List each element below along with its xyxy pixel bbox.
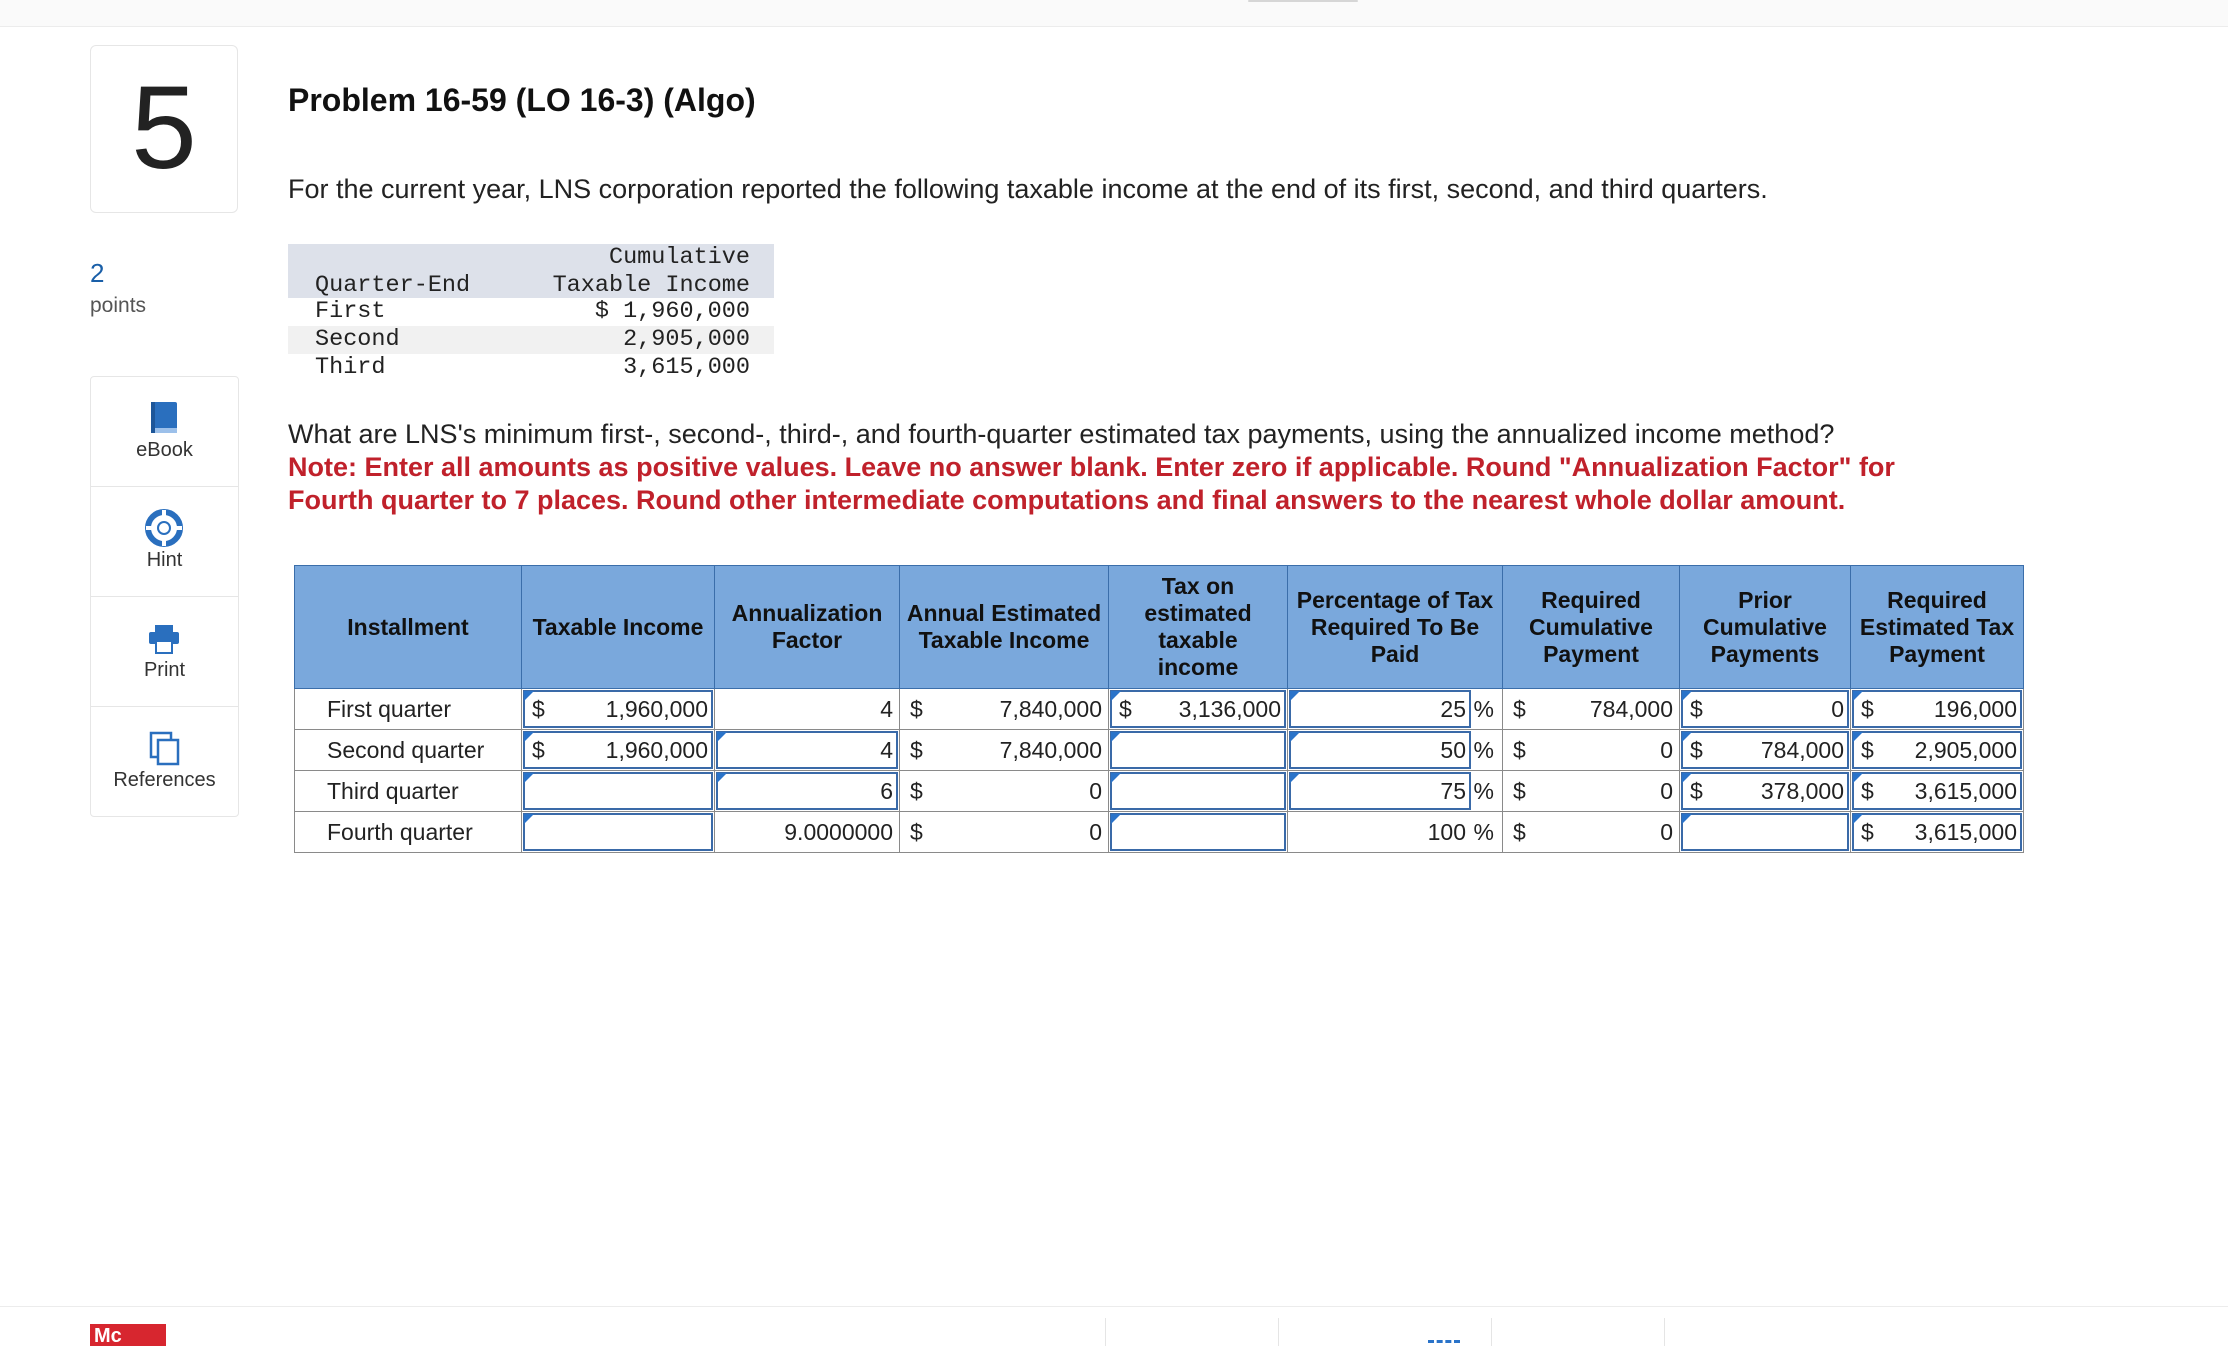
currency-symbol: $: [1690, 737, 1703, 763]
taxable-income-cell[interactable]: [522, 812, 715, 853]
percent-input[interactable]: [1288, 771, 1472, 811]
percent-input[interactable]: [1288, 730, 1472, 770]
currency-symbol: $: [910, 696, 923, 722]
currency-symbol: $: [1119, 696, 1132, 722]
hint-button[interactable]: [91, 487, 238, 597]
footer-divider: [1278, 1318, 1279, 1346]
given-income: 2,905,000: [623, 326, 750, 353]
annual-income-value: 7,840,000: [999, 737, 1102, 763]
percent-input[interactable]: [1288, 812, 1472, 852]
annual-income-cell[interactable]: [900, 771, 1109, 812]
annual-income-cell[interactable]: [900, 689, 1109, 730]
factor-cell[interactable]: [715, 730, 900, 771]
footer-bar: [0, 1306, 2228, 1347]
required-payment-value: 3,615,000: [1914, 778, 2017, 804]
given-col2-header-line1: Cumulative: [608, 244, 750, 271]
header-taxable-income: Taxable Income: [522, 566, 715, 689]
question-number: 5: [131, 62, 197, 194]
currency-symbol: $: [910, 737, 923, 763]
percent-symbol: %: [1473, 737, 1494, 763]
given-income-table: [288, 244, 774, 382]
given-table-header: [288, 244, 774, 298]
copy-icon: [145, 729, 183, 767]
factor-input[interactable]: [715, 812, 899, 852]
tax-cell[interactable]: [1109, 730, 1288, 771]
tax-input[interactable]: [1109, 771, 1287, 811]
tax-input[interactable]: [1109, 812, 1287, 852]
percent-value: 50: [1440, 737, 1466, 763]
percent-value: 100: [1427, 819, 1466, 845]
prior-cumulative-cell[interactable]: [1680, 689, 1851, 730]
currency-symbol: $: [1861, 737, 1874, 763]
book-icon: [145, 399, 183, 437]
given-col1-header: Quarter-End: [315, 272, 471, 299]
annual-income-cell[interactable]: [900, 812, 1109, 853]
required-payment-cell[interactable]: [1851, 689, 2024, 730]
prior-cumulative-value: 0: [1831, 696, 1844, 722]
print-label: Print: [143, 659, 186, 681]
percent-symbol: %: [1473, 696, 1494, 722]
currency-symbol: $: [910, 778, 923, 804]
tax-value: 3,136,000: [1178, 696, 1281, 722]
prior-cumulative-cell[interactable]: [1680, 812, 1851, 853]
prior-cumulative-value: 378,000: [1760, 778, 1844, 804]
factor-input[interactable]: [715, 771, 899, 811]
given-quarter: Second: [315, 326, 400, 353]
factor-cell[interactable]: [715, 689, 900, 730]
given-row: [288, 354, 774, 382]
header-percentage-required: Percentage of Tax Required To Be Paid: [1288, 566, 1503, 689]
taxable-income-cell[interactable]: [522, 771, 715, 812]
factor-value: 4: [880, 737, 893, 763]
given-row: [288, 298, 774, 326]
taxable-income-input[interactable]: [522, 812, 714, 852]
taxable-income-input[interactable]: [522, 689, 714, 729]
tax-cell[interactable]: [1109, 771, 1288, 812]
annual-income-value: 0: [1089, 778, 1102, 804]
references-label: References: [113, 769, 216, 791]
percent-cell[interactable]: [1288, 812, 1503, 853]
top-bar: [0, 0, 2228, 27]
header-annualization-factor: Annualization Factor: [715, 566, 900, 689]
installment-label: Second quarter: [295, 730, 522, 771]
annual-income-value: 7,840,000: [999, 696, 1102, 722]
footer-divider: [1491, 1318, 1492, 1346]
currency-symbol: $: [1513, 778, 1526, 804]
prior-cumulative-input[interactable]: [1680, 730, 1850, 770]
answer-table-header: [295, 566, 2024, 689]
required-cumulative-value: 784,000: [1589, 696, 1673, 722]
currency-symbol: $: [1513, 819, 1526, 845]
taxable-income-cell[interactable]: [522, 730, 715, 771]
tax-input[interactable]: [1109, 689, 1287, 729]
question-number-card: [90, 45, 238, 213]
required-cumulative-value: 0: [1660, 737, 1673, 763]
annual-income-input[interactable]: [900, 689, 1108, 729]
currency-symbol: $: [1513, 737, 1526, 763]
references-button[interactable]: [91, 707, 238, 816]
taxable-income-input[interactable]: [522, 730, 714, 770]
tools-panel: [90, 376, 239, 817]
factor-cell[interactable]: [715, 812, 900, 853]
points-value: 2: [90, 258, 105, 288]
footer-divider: [1664, 1318, 1665, 1346]
required-cumulative-value: 0: [1660, 778, 1673, 804]
taxable-income-cell[interactable]: [522, 689, 715, 730]
tax-cell[interactable]: [1109, 689, 1288, 730]
required-payment-cell[interactable]: [1851, 812, 2024, 853]
header-installment: Installment: [295, 566, 522, 689]
currency-symbol: $: [1513, 696, 1526, 722]
printer-icon: [145, 619, 183, 657]
required-payment-input[interactable]: [1851, 730, 2023, 770]
currency-symbol: $: [1861, 819, 1874, 845]
taxable-income-value: 1,960,000: [605, 737, 708, 763]
factor-cell[interactable]: [715, 771, 900, 812]
factor-input[interactable]: [715, 730, 899, 770]
hint-label: Hint: [146, 549, 183, 571]
table-row: [295, 812, 2024, 853]
percent-cell[interactable]: [1288, 689, 1503, 730]
tax-input[interactable]: [1109, 730, 1287, 770]
installment-label: Fourth quarter: [295, 812, 522, 853]
annual-income-input[interactable]: [900, 771, 1108, 811]
annual-income-input[interactable]: [900, 730, 1108, 770]
taxable-income-value: 1,960,000: [605, 696, 708, 722]
currency-symbol: $: [1690, 778, 1703, 804]
currency-symbol: $: [1690, 696, 1703, 722]
header-tax-on-income: Tax on estimated taxable income: [1109, 566, 1288, 689]
annual-income-input[interactable]: [900, 812, 1108, 852]
currency-symbol: $: [1861, 778, 1874, 804]
header-prior-cumulative: Prior Cumulative Payments: [1680, 566, 1851, 689]
question-prompt: What are LNS's minimum first-, second-, third-, and fourth-quarter estimated tax payments, using the annualized income method?: [288, 419, 1835, 449]
currency-symbol: $: [532, 737, 545, 763]
taxable-income-input[interactable]: [522, 771, 714, 811]
prior-cumulative-input[interactable]: [1680, 812, 1850, 852]
mcgraw-hill-logo: Mc: [90, 1324, 166, 1346]
annual-income-value: 0: [1089, 819, 1102, 845]
factor-input[interactable]: [715, 689, 899, 729]
points-label: points: [90, 294, 147, 317]
required-cumulative-cell[interactable]: [1503, 730, 1680, 771]
required-payment-value: 3,615,000: [1914, 819, 2017, 845]
factor-value: 4: [880, 696, 893, 722]
top-bar-handle: [1248, 0, 1358, 2]
required-cumulative-cell[interactable]: [1503, 689, 1680, 730]
question-note: Note: Enter all amounts as positive values. Leave no answer blank. Enter zero if applicable. Round "Annualization Factor" for Fourth quarter to 7 places. Round other intermediate computations and final answers to the nearest whole dollar amount.: [288, 452, 1895, 515]
prior-cumulative-input[interactable]: [1680, 771, 1850, 811]
header-annual-estimated-income: Annual Estimated Taxable Income: [900, 566, 1109, 689]
required-payment-value: 196,000: [1933, 696, 2017, 722]
required-cumulative-input[interactable]: [1503, 730, 1679, 770]
required-cumulative-input[interactable]: [1503, 812, 1679, 852]
header-required-cumulative: Required Cumulative Payment: [1503, 566, 1680, 689]
prior-cumulative-input[interactable]: [1680, 689, 1850, 729]
required-payment-input[interactable]: [1851, 771, 2023, 811]
given-quarter: Third: [315, 354, 386, 381]
percent-symbol: %: [1473, 778, 1494, 804]
percent-symbol: %: [1473, 819, 1494, 845]
percent-value: 75: [1440, 778, 1466, 804]
print-button[interactable]: [91, 597, 238, 707]
required-cumulative-input[interactable]: [1503, 689, 1679, 729]
installment-label: Third quarter: [295, 771, 522, 812]
currency-symbol: $: [532, 696, 545, 722]
given-col2-header-line2: Taxable Income: [552, 272, 750, 299]
answer-table: [294, 565, 2024, 853]
required-payment-input[interactable]: [1851, 812, 2023, 852]
prior-cumulative-cell[interactable]: [1680, 730, 1851, 771]
header-required-payment: Required Estimated Tax Payment: [1851, 566, 2024, 689]
required-payment-value: 2,905,000: [1914, 737, 2017, 763]
required-payment-input[interactable]: [1851, 689, 2023, 729]
footer-divider: [1105, 1318, 1106, 1346]
given-income: $ 1,960,000: [594, 298, 750, 325]
percent-cell[interactable]: [1288, 730, 1503, 771]
required-cumulative-cell[interactable]: [1503, 771, 1680, 812]
prior-cumulative-cell[interactable]: [1680, 771, 1851, 812]
lifebuoy-icon: [145, 509, 183, 547]
required-cumulative-cell[interactable]: [1503, 812, 1680, 853]
installment-label: First quarter: [295, 689, 522, 730]
factor-value: 6: [880, 778, 893, 804]
problem-title: Problem 16-59 (LO 16-3) (Algo): [288, 82, 756, 118]
given-income: 3,615,000: [623, 354, 750, 381]
prior-cumulative-value: 784,000: [1760, 737, 1844, 763]
percent-input[interactable]: [1288, 689, 1472, 729]
currency-symbol: $: [1861, 696, 1874, 722]
given-quarter: First: [315, 298, 386, 325]
tax-cell[interactable]: [1109, 812, 1288, 853]
table-row: [295, 730, 2024, 771]
table-row: [295, 771, 2024, 812]
given-row: [288, 326, 774, 354]
required-cumulative-value: 0: [1660, 819, 1673, 845]
percent-cell[interactable]: [1288, 771, 1503, 812]
currency-symbol: $: [910, 819, 923, 845]
problem-intro: For the current year, LNS corporation reported the following taxable income at the end of its first, second, and third quarters.: [288, 174, 1768, 204]
annual-income-cell[interactable]: [900, 730, 1109, 771]
required-payment-cell[interactable]: [1851, 771, 2024, 812]
ebook-label: eBook: [136, 439, 193, 461]
percent-value: 25: [1440, 696, 1466, 722]
required-payment-cell[interactable]: [1851, 730, 2024, 771]
ebook-button[interactable]: [91, 377, 238, 487]
table-row: [295, 689, 2024, 730]
factor-value: 9.0000000: [784, 819, 893, 845]
required-cumulative-input[interactable]: [1503, 771, 1679, 811]
